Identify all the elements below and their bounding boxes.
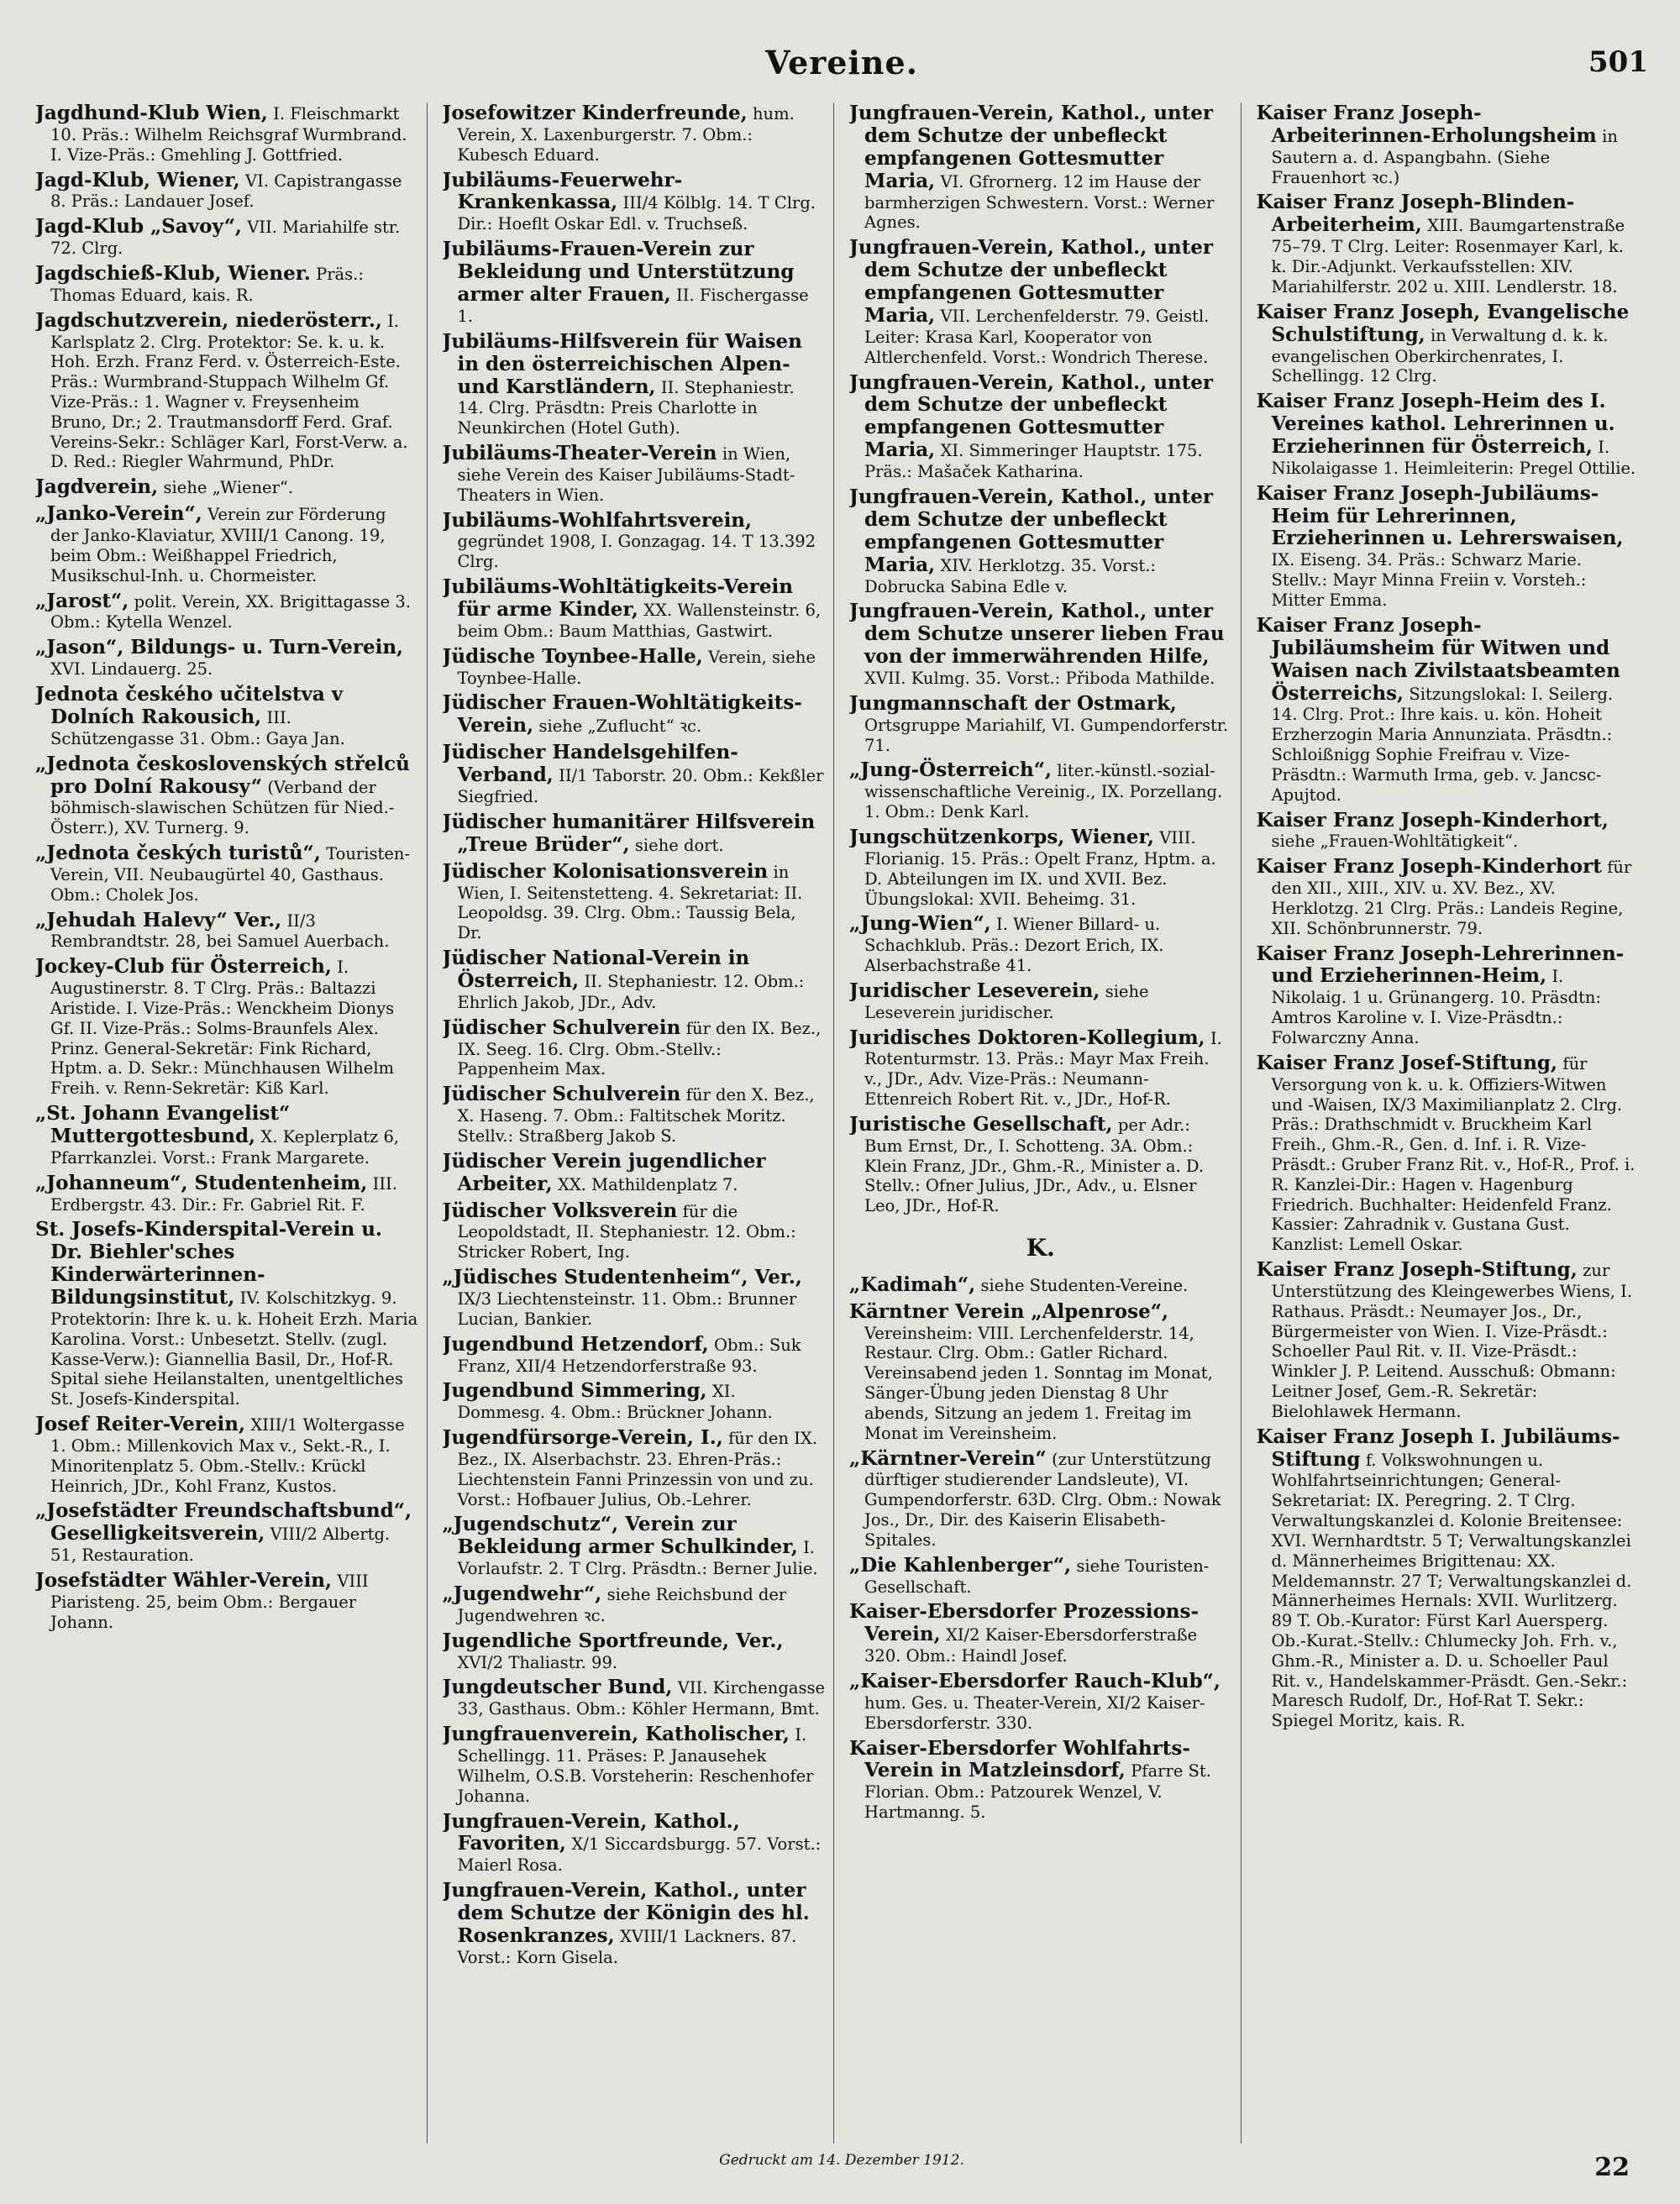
entry-details: (Verband der böhmisch-slawischen Schützen für Nied.-Österr.), XV. Turnerg. 9. bbox=[50, 777, 395, 838]
entry-name: Juridischer Leseverein, bbox=[849, 979, 1100, 1002]
entry-name: Jungdeutscher Bund, bbox=[442, 1676, 673, 1699]
entry-details: zur Unterstützung des Kleingewerbes Wiens, I. Rathaus. Präsdt.: Neumayer Jos., Dr., Bürgermeister von Wien. I. Vize-Präsdt.: Schoeller Paul Rit. v. II. Vize-Präsdt.: Winkler J. P. Leitend. Ausschuß: Obmann: Leitner Josef, Gem.-R. Sekretär: Bielohlawek Hermann. bbox=[1271, 1261, 1633, 1421]
entry-details: XX. Mathildenplatz 7. bbox=[557, 1174, 738, 1194]
entry-details: für den X. Bez., X. Haseng. 7. Obm.: Faltitschek Moritz. Stellv.: Straßberg Jakob S. bbox=[457, 1085, 815, 1146]
entry-name: Kaiser Franz Joseph-Lehrerinnen- und Erzieherinnen-Heim, bbox=[1256, 942, 1625, 988]
entry-name: Jüdischer Schulverein bbox=[442, 1083, 681, 1106]
entry-name: Jagdhund-Klub Wien, bbox=[35, 102, 268, 124]
entry-details: X/1 Siccardsburgg. 57. Vorst.: Maierl Rosa. bbox=[457, 1834, 822, 1876]
entry-details: I. Vorlaufstr. 2. T Clrg. Präsdtn.: Berner Julie. bbox=[457, 1538, 818, 1579]
entry-details: XVI. Lindauerg. 25. bbox=[50, 659, 213, 680]
entry-name: „Kadimah“, bbox=[849, 1273, 976, 1296]
entry-name: Jugendfürsorge-Verein, I., bbox=[442, 1426, 723, 1450]
directory-entry bbox=[35, 263, 418, 306]
directory-entry bbox=[443, 1151, 826, 1196]
directory-entry bbox=[849, 980, 1232, 1023]
directory-entry bbox=[443, 1880, 826, 1968]
directory-entry bbox=[35, 956, 418, 1099]
entry-name: Jubiläums-Theater-Verein bbox=[442, 442, 717, 465]
entry-name: „Jednota českých turistů“, bbox=[35, 842, 321, 865]
entry-details: Sitzungslokal: I. Seilerg. 14. Clrg. Prot.: Ihre kais. u. kön. Hoheit Erzherzogin Maria Annunziata. Präsdtn.: Schloißnigg Sophie Freifrau v. Vize-Präsdtn.: Warmuth Irma, geb. v. Jancsc-Apujtod. bbox=[1271, 684, 1614, 805]
directory-entry bbox=[443, 1084, 826, 1147]
directory-entry bbox=[443, 1630, 826, 1673]
directory-entry bbox=[849, 102, 1232, 233]
entry-name: Kaiser-Ebersdorfer Prozessions-Verein, bbox=[849, 1600, 1200, 1646]
entry-details: XVIII/1 Lackners. 87. Vorst.: Korn Gisela. bbox=[457, 1926, 797, 1967]
directory-entry bbox=[849, 759, 1232, 822]
entry-details: IX/3 Liechtensteinstr. 11. Obm.: Brunner Lucian, Bankier. bbox=[457, 1288, 797, 1329]
entry-details: III. Schützengasse 31. Obm.: Gaya Jan. bbox=[50, 707, 345, 748]
directory-entry bbox=[443, 646, 826, 689]
directory-entry bbox=[443, 1811, 826, 1876]
directory-entry bbox=[35, 1414, 418, 1496]
entry-name: „St. Johann Evangelist“ Muttergottesbund, bbox=[35, 1102, 291, 1147]
directory-entry bbox=[443, 692, 826, 737]
entry-name: Jüdische Toynbee-Halle, bbox=[442, 644, 703, 668]
directory-entry bbox=[443, 1334, 826, 1377]
directory-entry bbox=[1257, 615, 1641, 806]
entry-details: siehe „Zuflucht“ ꝛc. bbox=[538, 716, 702, 737]
entry-details: III/4 Kölblg. 14. T Clrg. Dir.: Hoeflt Oskar Edl. v. Truchseß. bbox=[457, 193, 816, 234]
entry-name: Jugendliche Sportfreunde, Ver., bbox=[442, 1629, 784, 1652]
directory-entry bbox=[35, 310, 418, 473]
entry-details: Obm.: Suk Franz, XII/4 Hetzendorferstraße 93. bbox=[457, 1335, 801, 1376]
directory-entry bbox=[443, 1724, 826, 1806]
directory-entry bbox=[35, 590, 418, 633]
directory-entry bbox=[35, 637, 418, 680]
directory-entry bbox=[1257, 483, 1641, 611]
entry-details: VI. Gfrornerg. 12 im Hause der barmherzigen Schwestern. Vorst.: Werner Agnes. bbox=[864, 171, 1215, 233]
entry-name: „Jung-Österreich“, bbox=[849, 758, 1052, 782]
directory-entry bbox=[35, 1500, 418, 1566]
directory-entry bbox=[849, 1671, 1232, 1734]
entry-name: Jagdschieß-Klub, Wiener. bbox=[35, 261, 311, 285]
entry-name: Jüdischer Volksverein bbox=[442, 1199, 678, 1222]
entry-details: XI/2 Kaiser-Ebersdorferstraße 320. Obm.: Haindl Josef. bbox=[864, 1625, 1198, 1666]
directory-entry bbox=[849, 1114, 1232, 1216]
entry-name: Jungfrauen-Verein, Kathol., unter dem Schutze der unbefleckt empfangenen Gottesmutter Maria, bbox=[849, 370, 1214, 462]
directory-entry bbox=[849, 1274, 1232, 1297]
directory-entry bbox=[1257, 810, 1641, 853]
entry-details: XVII. Kulmg. 35. Vorst.: Přiboda Mathilde. bbox=[864, 669, 1215, 689]
entry-details: II. Fischergasse 1. bbox=[457, 285, 809, 326]
entry-details: I. Nikolaig. 1 u. Grünangerg. 10. Präsdtn: Amtros Karoline v. I. Vize-Präsdtn.: Folwarczny Anna. bbox=[1271, 967, 1602, 1047]
entry-name: Juridisches Doktoren-Kollegium, bbox=[849, 1026, 1205, 1049]
entry-name: Kaiser Franz Joseph-Stiftung, bbox=[1256, 1258, 1578, 1282]
directory-entry bbox=[849, 1301, 1232, 1444]
entry-details: siehe dort. bbox=[634, 835, 724, 855]
entry-details: für den IX. Bez., IX. Alserbachstr. 23. Ehren-Präs.: Liechtenstein Fanni Prinzessin von und zu. Vorst.: Hofbauer Julius, Ob.-Lehrer. bbox=[457, 1429, 817, 1509]
entry-details: Vereinsheim: VIII. Lerchenfelderstr. 14, Restaur. Clrg. Obm.: Gatler Richard. Vereinsabend jeden 1. Sonntag im Monat, Sänger-Übung jeden Dienstag 8 Uhr abends, Sitzung an jedem 1. Freitag im Monat im Vereinsheim. bbox=[864, 1323, 1213, 1443]
entry-name: Josef Reiter-Verein, bbox=[35, 1413, 246, 1436]
entry-details: siehe Studenten-Vereine. bbox=[980, 1275, 1189, 1295]
entry-details: X. Keplerplatz 6, Pfarrkanzlei. Vorst.: Frank Margarete. bbox=[50, 1126, 400, 1168]
entry-name: „Jednota československých střelců pro Dolní Rakousy“ bbox=[35, 752, 410, 798]
directory-entry bbox=[443, 170, 826, 235]
entry-name: Josefowitzer Kinderfreunde, bbox=[442, 102, 748, 124]
section-letter: K. bbox=[1026, 1234, 1055, 1262]
directory-entry bbox=[849, 826, 1232, 909]
entry-details: siehe Reichsbund der Jugendwehren ꝛc. bbox=[457, 1585, 787, 1625]
directory-entry bbox=[35, 102, 418, 165]
entry-name: Jungfrauen-Verein, Kathol., Favoriten, bbox=[442, 1809, 740, 1855]
directory-entry bbox=[35, 503, 418, 585]
entry-details: Ortsgruppe Mariahilf, VI. Gumpendorferstr. 71. bbox=[864, 715, 1229, 755]
entry-details: IX. Eiseng. 34. Präs.: Schwarz Marie. Stellv.: Mayr Minna Freiin v. Vorsteh.: Mitter Emma. bbox=[1271, 550, 1587, 610]
directory-entry bbox=[443, 1514, 826, 1579]
entry-details: siehe Leseverein juridischer. bbox=[864, 981, 1149, 1022]
entry-name: Jugendbund Hetzendorf, bbox=[442, 1332, 709, 1356]
entry-name: Jubiläums-Wohlfahrtsverein, bbox=[442, 508, 753, 532]
entry-details: siehe Touristen-Gesellschaft. bbox=[864, 1556, 1210, 1597]
entry-details: XX. Wallensteinstr. 6, beim Obm.: Baum Matthias, Gastwirt. bbox=[457, 601, 822, 641]
entry-details: polit. Verein, XX. Brigittagasse 3. Obm.: Kytella Wenzel. bbox=[50, 591, 412, 632]
directory-entry bbox=[1257, 943, 1641, 1048]
directory-entry bbox=[443, 576, 826, 642]
entry-details: Verein, siehe Toynbee-Halle. bbox=[457, 647, 816, 688]
entry-name: Jüdischer Frauen-Wohltätigkeits-Verein, bbox=[442, 691, 802, 737]
entry-details: in Sautern a. d. Aspangbahn. (Siehe Frauenhort ꝛc.) bbox=[1271, 126, 1618, 187]
entry-details: I. Schellingg. 11. Präses: P. Janausehek Wilhelm, O.S.B. Vorsteherin: Reschenhofer Johanna. bbox=[457, 1725, 814, 1806]
entry-name: Jungfrauen-Verein, Kathol., unter dem Schutze unserer lieben Frau von der immerwährenden Hilfe, bbox=[849, 600, 1225, 669]
entry-details: liter.-künstl.-sozial-wissenschaftliche Vereinig., IX. Porzellang. 1. Obm.: Denk Karl. bbox=[864, 761, 1223, 822]
entry-name: „Jugendschutz“, Verein zur Bekleidung armer Schulkinder, bbox=[442, 1513, 798, 1559]
entry-name: Kaiser Franz Joseph-Blinden-Arbeiterheim, bbox=[1256, 191, 1575, 237]
entry-details: VII. Kirchengasse 33, Gasthaus. Obm.: Köhler Hermann, Bmt. bbox=[457, 1678, 826, 1719]
directory-entry bbox=[35, 476, 418, 499]
directory-entry bbox=[1257, 1052, 1641, 1255]
column-3 bbox=[849, 102, 1242, 2144]
directory-entry bbox=[849, 913, 1232, 976]
entry-name: Kaiser Franz Joseph-Heim des I. Vereines kathol. Lehrerinnen u. Erzieherinnen für Österreich, bbox=[1256, 390, 1615, 458]
entry-name: „Jüdisches Studentenheim“, Ver., bbox=[442, 1266, 802, 1289]
entry-name: Jüdischer Verein jugendlicher Arbeiter, bbox=[442, 1149, 766, 1195]
entry-details: II/1 Taborstr. 20. Obm.: Kekßler Siegfried. bbox=[457, 766, 824, 807]
entry-name: St. Josefs-Kinderspital-Verein u. Dr. Biehler'sches Kinderwärterinnen-Bildungsinstitut, bbox=[35, 1218, 382, 1309]
entry-details: VIII Piaristeng. 25, beim Obm.: Bergauer Johann. bbox=[50, 1572, 369, 1632]
directory-entry bbox=[849, 1448, 1232, 1551]
entry-name: Jungfrauenverein, Katholischer, bbox=[442, 1723, 790, 1746]
entry-details: in Wien, siehe Verein des Kaiser Jubiläums-Stadt-Theaters in Wien. bbox=[457, 444, 795, 505]
page-header bbox=[35, 44, 1648, 92]
entry-details: VI. Capistrangasse 8. Präs.: Landauer Josef. bbox=[50, 171, 402, 212]
directory-entry bbox=[443, 1380, 826, 1423]
directory-entry bbox=[443, 861, 826, 943]
entry-name: Jüdischer Handelsgehilfen-Verband, bbox=[442, 741, 738, 787]
directory-entry bbox=[849, 1555, 1232, 1598]
directory-entry bbox=[849, 237, 1232, 367]
directory-entry bbox=[443, 1200, 826, 1263]
directory-entry bbox=[35, 753, 418, 838]
entry-name: Jungfrauen-Verein, Kathol., unter dem Schutze der unbefleckt empfangenen Gottesmutter Maria, bbox=[849, 236, 1214, 327]
entry-details: I. Nikolaigasse 1. Heimleiterin: Pregel Ottilie. bbox=[1271, 437, 1636, 478]
directory-entry bbox=[35, 910, 418, 952]
entry-name: Jüdischer humanitärer Hilfsverein „Treue Brüder“, bbox=[442, 810, 816, 856]
entry-details: für die Leopoldstadt, II. Stephaniestr. 12. Obm.: Stricker Robert, Ing. bbox=[457, 1201, 796, 1262]
directory-entry bbox=[443, 811, 826, 857]
entry-name: Kaiser Franz Joseph, Evangelische Schulstiftung, bbox=[1256, 300, 1630, 346]
directory-entry bbox=[35, 1570, 418, 1633]
column-1 bbox=[35, 102, 428, 2144]
entry-details: für den IX. Bez., IX. Seeg. 16. Clrg. Obm.-Stellv.: Pappenheim Max. bbox=[457, 1018, 822, 1079]
entry-details: II. Stephaniestr. 12. Obm.: Ehrlich Jakob, JDr., Adv. bbox=[457, 971, 805, 1012]
directory-entry bbox=[849, 601, 1232, 689]
entry-name: Jungfrauen-Verein, Kathol., unter dem Schutze der Königin des hl. Rosenkranzes, bbox=[442, 1879, 810, 1947]
entry-details: I. Augustinerstr. 8. T Clrg. Präs.: Baltazzi Aristide. I. Vize-Präs.: Wenckheim Dionys Gf. II. Vize-Präs.: Solms-Braunfels Alex. Prinz. General-Sekretär: Fink Richard, Hptm. a. D. Sekr.: Münchhausen Wilhelm Freih. v. Renn-Sekretär: Kiß Karl. bbox=[50, 958, 395, 1099]
columns bbox=[35, 102, 1648, 2144]
entry-details: XVI/2 Thaliastr. 99. bbox=[457, 1652, 618, 1672]
column-2 bbox=[443, 102, 835, 2144]
entry-name: Kaiser Franz Joseph I. Jubiläums-Stiftung bbox=[1256, 1425, 1620, 1471]
entry-details: siehe „Frauen-Wohltätigkeit“. bbox=[1271, 832, 1519, 852]
entry-name: Kaiser Franz Joseph-Jubiläumsheim für Witwen und Waisen nach Zivilstaatsbeamten Österreichs, bbox=[1256, 613, 1620, 705]
entry-details: Pfarre St. Florian. Obm.: Patzourek Wenzel, V. Hartmanng. 5. bbox=[864, 1761, 1211, 1823]
directory-entry bbox=[1257, 192, 1641, 296]
entry-name: Kaiser Franz Joseph-Jubiläums-Heim für Lehrerinnen, Erzieherinnen u. Lehrerswaisen, bbox=[1256, 481, 1624, 550]
entry-name: „Jehudah Halevy“ Ver., bbox=[35, 908, 282, 931]
entry-details: siehe „Wiener“. bbox=[163, 478, 294, 498]
entry-name: Jockey-Club für Österreich, bbox=[35, 955, 332, 979]
directory-entry bbox=[35, 170, 418, 213]
entry-details: XIII/1 Woltergasse 1. Obm.: Millenkovich Max v., Sekt.-R., I. Minoritenplatz 5. Obm.-Stellv.: Krückl Heinrich, JDr., Kohl Franz, Kustos. bbox=[50, 1415, 405, 1496]
page-title: Vereine. bbox=[765, 44, 918, 81]
entry-details: XI. Simmeringer Hauptstr. 175. Präs.: Mašaček Katharina. bbox=[864, 441, 1203, 482]
entry-name: „Jarost“, bbox=[35, 589, 129, 612]
entry-details: (zur Unterstützung dürftiger studierender Landsleute), VI. Gumpendorferstr. 63D. Clrg. Obm.: Nowak Jos., Dr., Dir. des Kaiserin Elisabeth-Spitales. bbox=[864, 1449, 1221, 1550]
entry-name: Jubiläums-Feuerwehr-Krankenkassa, bbox=[442, 168, 683, 214]
entry-name: Jubiläums-Frauen-Verein zur Bekleidung und Unterstützung armer alter Frauen, bbox=[442, 238, 795, 306]
entry-details: VII. Mariahilfe str. 72. Clrg. bbox=[50, 218, 401, 259]
directory-entry bbox=[1257, 1426, 1641, 1731]
entry-name: Kaiser Franz Joseph-Arbeiterinnen-Erholungsheim bbox=[1256, 102, 1597, 147]
entry-name: Kaiser Franz Josef-Stiftung, bbox=[1256, 1051, 1558, 1074]
directory-entry bbox=[443, 1427, 826, 1509]
entry-name: „Jung-Wien“, bbox=[849, 912, 991, 936]
directory-entry bbox=[443, 742, 826, 807]
directory-entry bbox=[1257, 102, 1641, 187]
directory-entry bbox=[443, 510, 826, 573]
directory-entry bbox=[849, 1601, 1232, 1666]
entry-details: in Verwaltung d. k. k. evangelischen Oberkirchenrates, I. Schellingg. 12 Clrg. bbox=[1271, 325, 1609, 386]
directory-entry bbox=[1257, 302, 1641, 386]
entry-name: „Jugendwehr“, bbox=[442, 1582, 602, 1605]
directory-entry bbox=[849, 693, 1232, 756]
entry-name: Jüdischer National-Verein in Österreich, bbox=[442, 947, 750, 992]
entry-name: „Kärntner-Verein“ bbox=[849, 1446, 1047, 1470]
entry-details: II/3 Rembrandtstr. 28, bei Samuel Auerbach. bbox=[50, 910, 390, 952]
directory-entry bbox=[849, 1027, 1232, 1110]
column-4 bbox=[1257, 102, 1649, 2144]
entry-details: hum. Ges. u. Theater-Verein, XI/2 Kaiser-Ebersdorferstr. 330. bbox=[864, 1692, 1205, 1733]
signature-number: 22 bbox=[1594, 2153, 1630, 2182]
entry-name: Jagdverein, bbox=[35, 475, 159, 499]
entry-details: IV. Kolschitzkyg. 9. Protektorin: Ihre k. u. k. Hoheit Erzh. Maria Karolina. Vorst.: Unbesetzt. Stellv. (zugl. Kasse-Verw.): Giannellia Basil, Dr., Hof-R. Spital siehe Heilanstalten, unentgeltliches St. Josefs-Kinderspital. bbox=[50, 1288, 418, 1409]
directory-entry bbox=[1257, 391, 1641, 479]
entry-details: VIII/2 Albertg. 51, Restauration. bbox=[50, 1524, 391, 1566]
entry-details: für den XII., XIII., XIV. u. XV. Bez., XV. Herklotzg. 21 Clrg. Präs.: Landeis Regine, XII. Schönbrunnerstr. 79. bbox=[1271, 858, 1632, 938]
entry-name: Jungfrauen-Verein, Kathol., unter dem Schutze der unbefleckt empfangenen Gottesmutter Maria, bbox=[849, 485, 1214, 576]
entry-details: Verein zur Förderung der Janko-Klaviatur, XVIII/1 Canong. 19, beim Obm.: Weißhappel Friedrich, Musikschul-Inh. u. Chormeister. bbox=[50, 505, 386, 585]
entry-name: Jüdischer Schulverein bbox=[442, 1015, 681, 1039]
directory-entry bbox=[35, 1173, 418, 1215]
directory-entry bbox=[1257, 1259, 1641, 1422]
directory-entry bbox=[849, 372, 1232, 482]
directory-entry bbox=[443, 102, 826, 165]
entry-name: Jubiläums-Wohltätigkeits-Verein für arme Kinder, bbox=[442, 575, 793, 621]
entry-name: Jungschützenkorps, Wiener, bbox=[849, 825, 1154, 848]
entry-details: XI. Dommesg. 4. Obm.: Brückner Johann. bbox=[457, 1382, 773, 1423]
entry-name: Jugendbund Simmering, bbox=[442, 1379, 707, 1403]
directory-entry bbox=[849, 486, 1232, 596]
entry-details: per Adr.: Bum Ernst, Dr., I. Schotteng. 3A. Obm.: Klein Franz, JDr., Ghm.-R., Minister a. D. Stellv.: Ofner Julius, JDr., Adv., u. Elsner Leo, JDr., Hof-R. bbox=[864, 1115, 1205, 1216]
entry-name: Juristische Gesellschaft, bbox=[849, 1112, 1113, 1136]
directory-entry bbox=[35, 684, 418, 749]
entry-name: „Johanneum“, Studentenheim, bbox=[35, 1171, 368, 1194]
directory-entry bbox=[35, 216, 418, 259]
print-note: Gedruckt am 14. Dezember 1912. bbox=[719, 2152, 964, 2169]
entry-details: XIV. Herklotzg. 35. Vorst.: Dobrucka Sabina Edle v. bbox=[864, 555, 1156, 596]
directory-entry bbox=[35, 1103, 418, 1168]
page-number: 501 bbox=[1588, 45, 1648, 79]
entry-details: XIII. Baumgartenstraße 75–79. T Clrg. Leiter: Rosenmayer Karl, k. k. Dir.-Adjunkt. Verkaufsstellen: XIV. Mariahilferstr. 202 u. XIII. Lendlerstr. 18. bbox=[1271, 216, 1625, 296]
entry-name: „Die Kahlenberger“, bbox=[849, 1553, 1072, 1577]
entry-name: „Kaiser-Ebersdorfer Rauch-Klub“, bbox=[849, 1670, 1221, 1692]
entry-name: Jagd-Klub, Wiener, bbox=[35, 168, 240, 192]
entry-name: Jüdischer Kolonisationsverein bbox=[442, 859, 769, 883]
directory-entry bbox=[443, 443, 826, 506]
entry-name: Kaiser Franz Joseph-Kinderhort bbox=[1256, 855, 1602, 879]
entry-details: Touristen-Verein, VII. Neubaugürtel 40, Gasthaus. Obm.: Cholek Jos. bbox=[50, 844, 411, 905]
entry-name: Kaiser-Ebersdorfer Wohlfahrts-Verein in Matzleinsdorf, bbox=[849, 1736, 1190, 1782]
directory-entry bbox=[35, 842, 418, 905]
directory-entry bbox=[1257, 856, 1641, 938]
entry-name: Jungfrauen-Verein, Kathol., unter dem Schutze der unbefleckt empfangenen Gottesmutter Maria, bbox=[849, 102, 1214, 192]
directory-entry bbox=[443, 1017, 826, 1080]
entry-name: Jubiläums-Hilfsverein für Waisen in den österreichischen Alpen- und Karstländern, bbox=[442, 329, 802, 398]
directory-entry bbox=[443, 1267, 826, 1330]
entry-details: gegründet 1908, I. Gonzagag. 14. T 13.392 Clrg. bbox=[457, 532, 816, 572]
entry-name: Jungmannschaft der Ostmark, bbox=[849, 691, 1177, 715]
entry-details: VII. Lerchenfelderstr. 79. Geistl. Leiter: Krasa Karl, Kooperator von Altlerchenfeld. Vorst.: Wondrich Therese. bbox=[864, 306, 1210, 367]
entry-details: I. Wiener Billard- u. Schachklub. Präs.: Dezort Erich, IX. Alserbachstraße 41. bbox=[864, 915, 1164, 976]
directory-entry bbox=[443, 239, 826, 327]
directory-entry bbox=[35, 1219, 418, 1409]
entry-details: II. Stephaniestr. 14. Clrg. Präsdtn: Preis Charlotte in Neunkirchen (Hotel Guth). bbox=[457, 377, 795, 438]
entry-name: Josefstädter Wähler-Verein, bbox=[35, 1569, 333, 1593]
entry-details: hum. Verein, X. Laxenburgerstr. 7. Obm.: Kubesch Eduard. bbox=[457, 104, 795, 165]
directory-entry bbox=[443, 1583, 826, 1626]
directory-entry bbox=[443, 331, 826, 438]
directory-entry bbox=[849, 1738, 1232, 1823]
entry-details: Präs.: Thomas Eduard, kais. R. bbox=[50, 264, 364, 305]
directory-entry bbox=[443, 1677, 826, 1719]
entry-name: Jednota českého učitelstva v Dolních Rakousich, bbox=[35, 682, 344, 728]
directory-entry bbox=[443, 947, 826, 1013]
entry-name: „Jason“, Bildungs- u. Turn-Verein, bbox=[35, 636, 404, 659]
entry-name: Jagd-Klub „Savoy“, bbox=[35, 215, 242, 239]
entry-name: „Janko-Verein“, bbox=[35, 502, 202, 526]
entry-details: I. Fleischmarkt 10. Präs.: Wilhelm Reichsgraf Wurmbrand. I. Vize-Präs.: Gmehling J. Gottfried. bbox=[50, 104, 407, 165]
entry-name: „Josefstädter Freundschaftsbund“, Geselligkeitsverein, bbox=[35, 1499, 412, 1545]
entry-name: Kaiser Franz Joseph-Kinderhort, bbox=[1256, 808, 1609, 832]
entry-name: Jagdschutzverein, niederösterr., bbox=[35, 308, 382, 332]
entry-name: Kärntner Verein „Alpenrose“, bbox=[849, 1299, 1168, 1323]
entry-details: I. Rotenturmstr. 13. Präs.: Mayr Max Freih. v., JDr., Adv. Vize-Präs.: Neumann-Ettenreich Robert Rit. v., JDr., Hof-R. bbox=[864, 1028, 1222, 1110]
entry-details: I. Karlsplatz 2. Clrg. Protektor: Se. k. u. k. Hoh. Erzh. Franz Ferd. v. Österreich-Este. Präs.: Wurmbrand-Stuppach Wilhelm Gf. Vize-Präs.: 1. Wagner v. Freysenheim Bruno, Dr.; 2. Trautmansdorff Ferd. Graf. Vereins-Sekr.: Schläger Karl, Forst-Verw. a. D. Red.: Riegler Wahrmund, PhDr. bbox=[50, 311, 408, 472]
entry-details: III. Erdbergstr. 43. Dir.: Fr. Gabriel Rit. F. bbox=[50, 1173, 397, 1215]
entry-details: f. Volkswohnungen u. Wohlfahrtseinrichtungen; General-Sekretariat: IX. Peregring. 2. T Clrg. Verwaltungskanzlei d. Kolonie Breitensee: XVI. Wernhardtstr. 5 T; Verwaltungskanzlei d. Männerheimes Brigittenau: XX. Meldemannstr. 27 T; Verwaltungskanzlei d. Männerheimes Hernals: XVII. Wurlitzerg. 89 T. Ob.-Kurator: Fürst Karl Auersperg. Ob.-Kurat.-Stellv.: Chlumecky Joh. Frh. v., Ghm.-R., Minister a. D. u. Schoeller Paul Rit. v., Handelskammer-Präsdt. Gen.-Sekr.: Maresch Rudolf, Dr., Hof-Rat T. Sekr.: Spiegel Moritz, kais. R. bbox=[1271, 1450, 1632, 1731]
entry-details: VIII. Florianig. 15. Präs.: Opelt Franz, Hptm. a. D. Abteilungen im IX. und XVII. Bez. Übungslokal: XVII. Beheimg. 31. bbox=[864, 827, 1216, 909]
entry-details: in Wien, I. Seitenstetteng. 4. Sekretariat: II. Leopoldsg. 39. Clrg. Obm.: Taussig Bela, Dr. bbox=[457, 862, 803, 943]
entry-details: für Versorgung von k. u. k. Offiziers-Witwen und -Waisen, IX/3 Maximilianplatz 2. Clrg. Präs.: Drathschmidt v. Bruckheim Karl Freih., Ghm.-R., Gen. d. Inf. i. R. Vize-Präsdt.: Gruber Franz Rit. v., Hof-R., Prof. i. R. Kanzlei-Dir.: Hagen v. Hagenburg Friedrich. Buchhalter: Heidenfeld Franz. Kassier: Zahradnik v. Gustana Gust. Kanzlist: Lemell Oskar. bbox=[1271, 1053, 1635, 1255]
